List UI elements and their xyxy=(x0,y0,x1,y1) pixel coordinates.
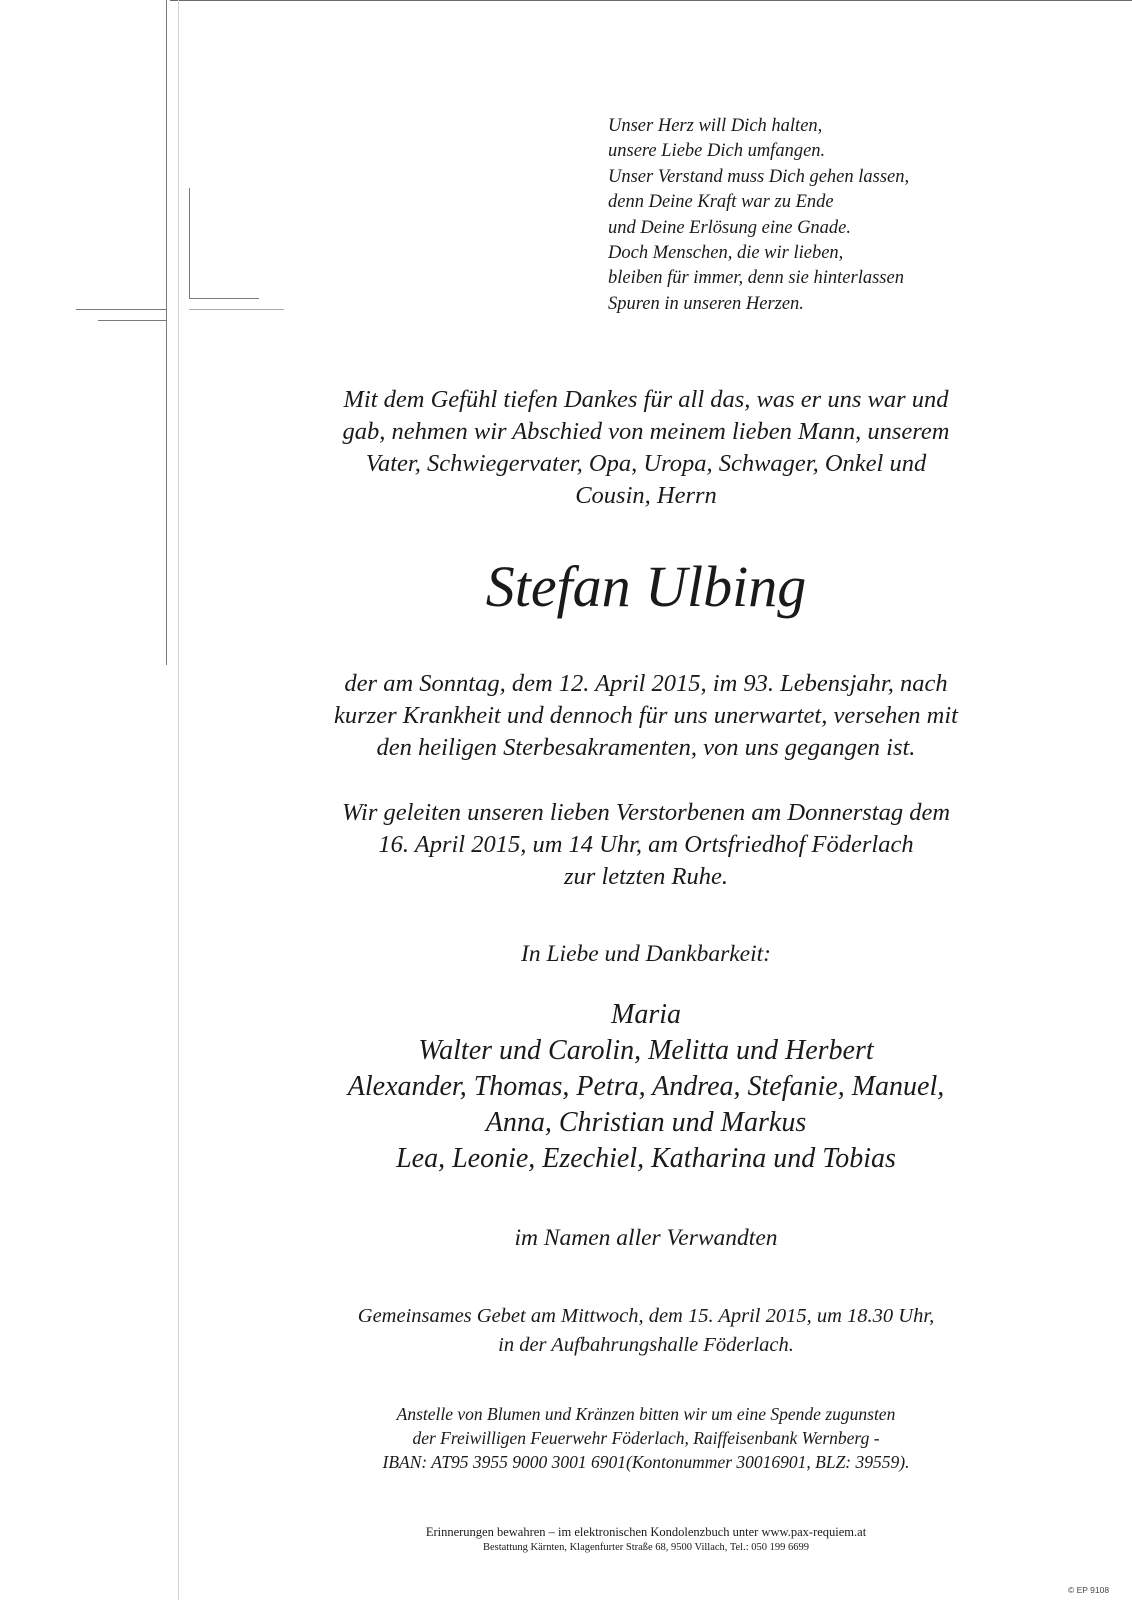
poem xyxy=(608,114,909,317)
prayer-line: in der Aufbahrungshalle Föderlach. xyxy=(498,1334,794,1356)
donation-notice xyxy=(290,1402,1002,1474)
relatives-line xyxy=(290,1222,1002,1254)
poem-line: denn Deine Kraft war zu Ende xyxy=(608,192,834,213)
funeral-line: Wir geleiten unseren lieben Verstorbenen am Donnerstag dem xyxy=(341,799,951,826)
love-line xyxy=(290,938,1002,970)
death-notice-line: den heiligen Sterbesakramenten, von uns gegangen ist. xyxy=(376,734,916,761)
fold-line xyxy=(178,0,179,1600)
family-line: Walter und Carolin, Melitta und Herbert xyxy=(418,1035,874,1066)
cross-horizontal-line xyxy=(189,298,259,299)
cross-horizontal-line xyxy=(76,309,166,310)
cross-horizontal-line xyxy=(98,320,166,321)
donation-line: Anstelle von Blumen und Kränzen bitten wir um eine Spende zugunsten xyxy=(396,1404,896,1424)
death-notice xyxy=(290,668,1002,764)
family-line: Lea, Leonie, Ezechiel, Katharina und Tobias xyxy=(396,1143,896,1174)
relatives-text: im Namen aller Verwandten xyxy=(514,1225,778,1251)
top-border-line xyxy=(170,0,1132,1)
intro-line: gab, nehmen wir Abschied von meinem lieben Mann, unserem xyxy=(342,418,950,445)
poem-line: Unser Verstand muss Dich gehen lassen, xyxy=(608,166,910,187)
poem-line: Doch Menschen, die wir lieben, xyxy=(608,243,844,264)
poem-line: Unser Herz will Dich halten, xyxy=(608,116,823,136)
form-code: © EP 9108 xyxy=(1068,1585,1110,1595)
funeral-line: 16. April 2015, um 14 Uhr, am Ortsfriedhof Föderlach xyxy=(378,831,914,858)
funeral-line: zur letzten Ruhe. xyxy=(564,863,728,890)
funeral-details xyxy=(290,797,1002,893)
cross-vertical-line xyxy=(189,188,190,298)
intro-line: Vater, Schwiegervater, Opa, Uropa, Schwager, Onkel und xyxy=(365,450,927,477)
prayer-line: Gemeinsames Gebet am Mittwoch, dem 15. April 2015, um 18.30 Uhr, xyxy=(357,1305,935,1327)
intro-paragraph xyxy=(290,384,1002,512)
donation-line: der Freiwilligen Feuerwehr Föderlach, Raiffeisenbank Wernberg - xyxy=(412,1428,880,1448)
prayer-notice xyxy=(290,1302,1002,1360)
family-line: Alexander, Thomas, Petra, Andrea, Stefanie, Manuel, xyxy=(347,1071,945,1102)
intro-line: Cousin, Herrn xyxy=(575,482,717,509)
cross-vertical-line xyxy=(166,0,167,665)
donation-line: IBAN: AT95 3955 9000 3001 6901(Kontonummer 30016901, BLZ: 39559). xyxy=(382,1452,910,1472)
footer-address-line: Bestattung Kärnten, Klagenfurter Straße 68, 9500 Villach, Tel.: 050 199 6699 xyxy=(482,1542,809,1553)
cross-horizontal-line xyxy=(189,309,284,310)
family-list xyxy=(290,997,1002,1177)
poem-line: und Deine Erlösung eine Gnade. xyxy=(608,217,852,238)
family-line: Anna, Christian und Markus xyxy=(485,1107,807,1138)
poem-line: unsere Liebe Dich umfangen. xyxy=(608,141,826,162)
death-notice-line: kurzer Krankheit und dennoch für uns unerwartet, versehen mit xyxy=(334,702,958,729)
death-notice-line: der am Sonntag, dem 12. April 2015, im 93. Lebensjahr, nach xyxy=(344,670,948,697)
intro-line: Mit dem Gefühl tiefen Dankes für all das, was er uns war und xyxy=(343,386,949,413)
family-line: Maria xyxy=(611,999,681,1030)
footer-condolence-line: Erinnerungen bewahren – im elektronischen Kondolenzbuch unter www.pax-requiem.at xyxy=(425,1525,867,1539)
deceased-name: Stefan Ulbing xyxy=(485,554,807,619)
love-text: In Liebe und Dankbarkeit: xyxy=(521,941,771,967)
poem-line: Spuren in unseren Herzen. xyxy=(608,293,804,314)
poem-line: bleiben für immer, denn sie hinterlassen xyxy=(608,268,904,289)
